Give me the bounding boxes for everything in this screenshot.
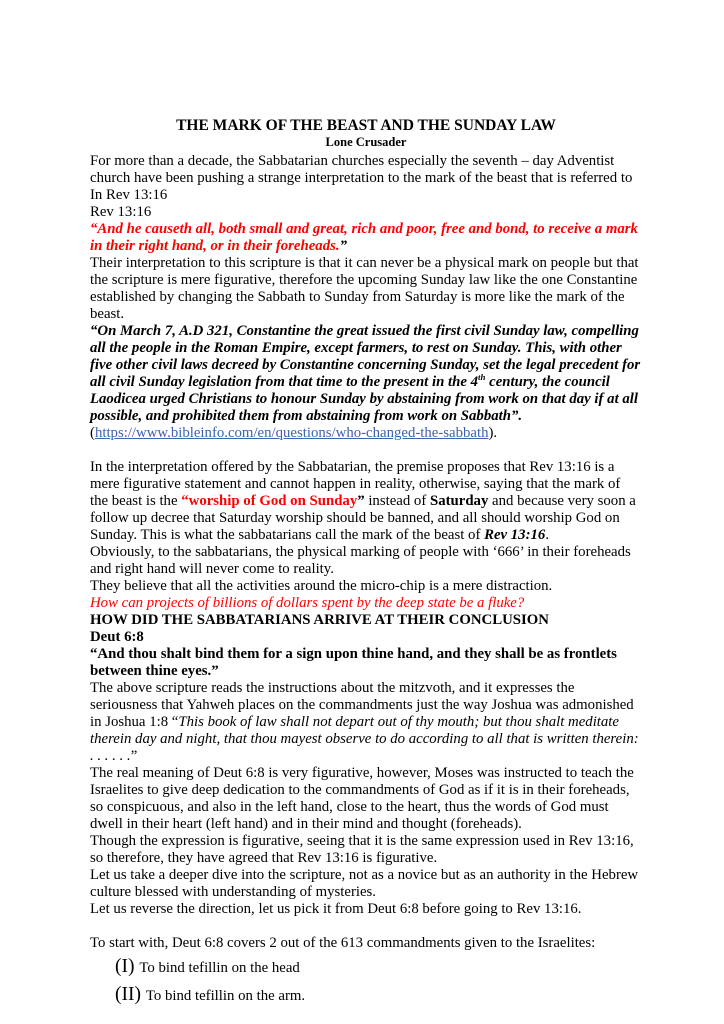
text-run: Rev 13:16 [484, 527, 546, 543]
list-item [115, 955, 642, 980]
text-run: Deut 6:8 [90, 629, 144, 645]
text-run: ” [339, 238, 347, 254]
paragraph [90, 204, 642, 221]
paragraph [90, 935, 642, 952]
list-numeral: (I) [115, 956, 140, 977]
paragraph [90, 595, 642, 612]
paragraph [90, 680, 642, 765]
paragraph [90, 629, 642, 646]
paragraph [90, 425, 642, 442]
superscript: th [478, 372, 486, 383]
text-run: ” [130, 748, 138, 764]
text-run: To start with, Deut 6:8 covers 2 out of the 613 commandments given to the Israelites: [90, 935, 596, 951]
document-title: THE MARK OF THE BEAST AND THE SUNDAY LAW [176, 117, 556, 134]
text-run: . [545, 527, 550, 543]
text-run: instead of [364, 493, 430, 509]
text-run: “On March 7, A.D 321, Constantine the great issued the first civil Sunday law, compelling all the people in the Roman Empire, except farmers, to rest on Sunday. This, with other five other civil laws decreed by Constantine concerning Sunday, set the legal precedent for all civil Sunday legislation from that time to the present in the 4 [90, 323, 641, 390]
paragraph [90, 612, 642, 629]
paragraph [90, 765, 642, 833]
blank-line [90, 918, 642, 935]
text-run: The above scripture reads the instructions about the mitzvoth, and it expresses the seriousness that Yahweh places on the commandments just the way Joshua was admonished in Joshua 1:8 “ [90, 680, 634, 730]
text-run: How can projects of billions of dollars spent by the deep state be a fluke? [90, 595, 525, 611]
text-run: ( [90, 425, 95, 441]
text-run: “worship of God on Sunday [181, 493, 358, 509]
list-item-text: To bind tefillin on the arm. [145, 988, 306, 1004]
text-run: ). [488, 425, 498, 441]
list-item [115, 983, 642, 1008]
text-run: Let us take a deeper dive into the scripture, not as a novice but as an authority in the Hebrew culture blessed with understanding of mysteries. [90, 867, 639, 900]
text-run: ” [357, 493, 365, 509]
text-run: Saturday [429, 493, 489, 509]
blank-line [90, 442, 642, 459]
paragraph [90, 544, 642, 578]
text-run: “And he causeth all, both small and great, rich and poor, free and bond, to receive a mark in their right hand, or in their foreheads. [90, 221, 638, 254]
paragraph [90, 459, 642, 544]
paragraph [90, 833, 642, 867]
paragraph [90, 153, 642, 204]
list-item-text: To bind tefillin on the head [139, 960, 300, 976]
paragraph [90, 255, 642, 323]
paragraph [90, 901, 642, 918]
paragraph [90, 867, 642, 901]
text-run: For more than a decade, the Sabbatarian churches especially the seventh – day Adventist church have been pushing a strange interpretation to the mark of the beast that is referred to In Rev 13:16 [90, 153, 633, 203]
document-byline: Lone Crusader [325, 135, 407, 149]
text-run: HOW DID THE SABBATARIANS ARRIVE AT THEIR CONCLUSION [90, 612, 549, 628]
text-run: Obviously, to the sabbatarians, the physical marking of people with ‘666’ in their foreheads and right hand will never come to reality. [90, 544, 631, 577]
text-run: They believe that all the activities around the micro-chip is a mere distraction. [90, 578, 553, 594]
text-run: Their interpretation to this scripture is that it can never be a physical mark on people but that the scripture is mere figurative, therefore the upcoming Sunday law like the one Constantine established by changing the Sabbath to Sunday from Saturday is more like the mark of the beast. [90, 255, 639, 322]
text-run: Let us reverse the direction, let us pick it from Deut 6:8 before going to Rev 13:16. [90, 901, 582, 917]
paragraph [90, 221, 642, 255]
list-numeral: (II) [115, 984, 146, 1005]
document-body [90, 153, 642, 1008]
paragraph [90, 646, 642, 680]
text-run: “And thou shalt bind them for a sign upon thine hand, and they shall be as frontlets between thine eyes.” [90, 646, 617, 679]
paragraph [90, 578, 642, 595]
text-run: Though the expression is figurative, seeing that it is the same expression used in Rev 13:16, so therefore, they have agreed that Rev 13:16 is figurative. [90, 833, 634, 866]
text-run: century, the council Laodicea urged Christians to honour Sunday by abstaining from work on that day if at all possible, and prohibited them from abstaining from work on Sabbath”. [90, 374, 638, 424]
text-run: In the interpretation offered by the Sabbatarian, the premise proposes that Rev 13:16 is a mere figurative statement and cannot happen in reality, otherwise, saying that the mark of the beast is the [90, 459, 621, 509]
text-run: Rev 13:16 [90, 204, 152, 220]
text-run: This book of law shall not depart out of thy mouth; but thou shalt meditate therein day and night, that thou mayest observe to do according to all that is written therein: . . . . . . [90, 714, 639, 764]
bibleinfo-hyperlink[interactable]: https://www.bibleinfo.com/en/questions/who-changed-the-sabbath [94, 425, 489, 441]
text-run: and because very soon a follow up decree that Saturday worship should be banned, and all should worship God on Sunday. This is what the sabbatarians call the mark of the beast of [90, 493, 636, 543]
paragraph [90, 323, 642, 425]
text-run: The real meaning of Deut 6:8 is very figurative, however, Moses was instructed to teach the Israelites to give deep dedication to the commandments of God as if it is in their foreheads, so conspicuous, and also in the left hand, close to the heart, thus the words of God must dwell in their heart (left hand) and in their mind and thought (foreheads). [90, 765, 634, 832]
